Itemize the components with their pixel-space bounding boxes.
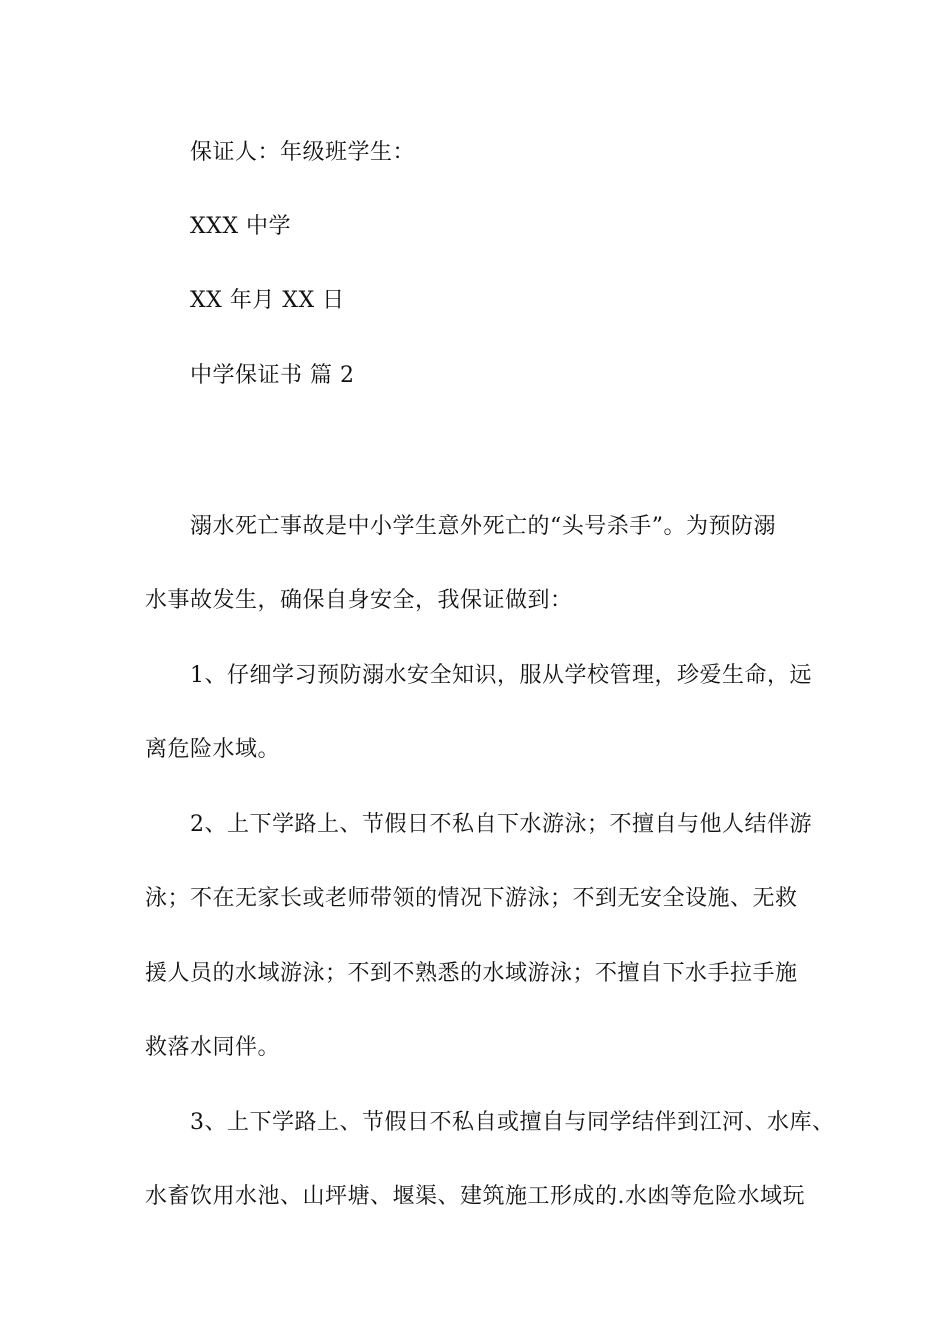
paragraph-line: 溺水死亡事故是中小学生意外死亡的“头号杀手”。为预防溺 [190,514,776,539]
section-title: 中学保证书 篇 2 [190,363,355,388]
paragraph-line: 援人员的水域游泳；不到不熟悉的水域游泳；不擅自下水手拉手施 [145,961,798,986]
paragraph-line: 离危险水域。 [145,737,281,762]
paragraph-line: 3、上下学路上、节假日不私自或擅自与同学结伴到江河、水库、 [190,1110,835,1135]
paragraph-line: 水畜饮用水池、山坪塘、堰渠、建筑施工形成的.水凼等危险水域玩 [145,1184,805,1209]
guarantor-line: 保证人：年级班学生： [190,140,416,165]
paragraph-line: 1、仔细学习预防溺水安全知识，服从学校管理，珍爱生命，远 [190,663,812,688]
paragraph-line: 2、上下学路上、节假日不私自下水游泳；不擅自与他人结伴游 [190,812,812,837]
date-line: XX 年月 XX 日 [190,288,345,313]
paragraph-line: 水事故发生，确保自身安全，我保证做到： [145,588,573,613]
paragraph-line: 泳；不在无家长或老师带领的情况下游泳；不到无安全设施、无救 [145,886,798,911]
paragraph-line: 救落水同伴。 [145,1035,281,1060]
school-line: XXX 中学 [190,214,291,239]
